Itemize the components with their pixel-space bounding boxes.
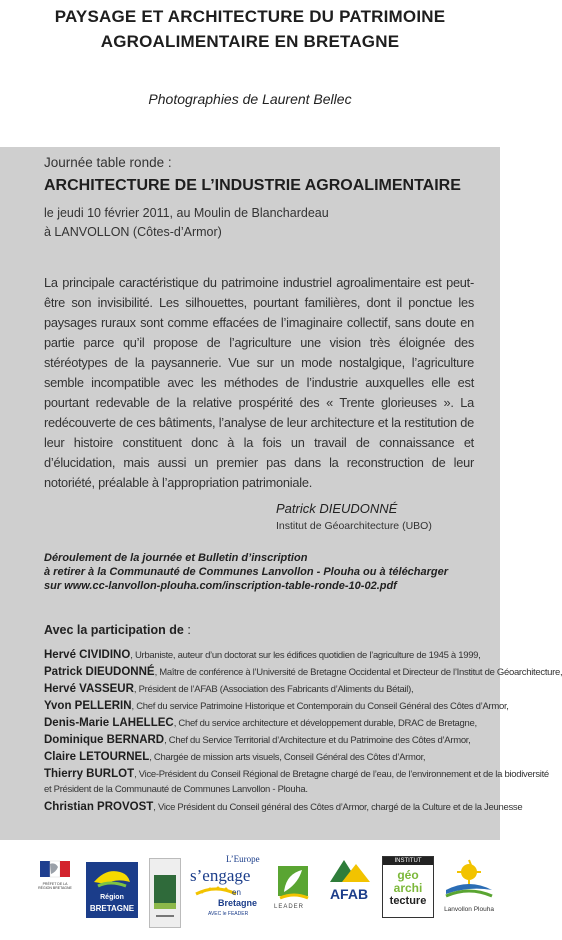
europe-engage-label: s’engage — [190, 866, 251, 885]
program-link[interactable]: sur www.cc-lanvollon-plouha.com/inscription-table-ronde-10-02.pdf — [44, 580, 397, 592]
lanvollon-plouha-logo — [440, 856, 498, 928]
participant-name: Claire LETOURNEL — [44, 751, 150, 763]
event-title: ARCHITECTURE DE L’INDUSTRIE AGROALIMENTAIRE — [44, 177, 461, 194]
participant-item — [44, 698, 509, 715]
signature-institution: Institut de Géoarchitecture (UBO) — [276, 520, 432, 532]
event-date-place — [44, 204, 474, 242]
geoarchitecture-logo — [382, 856, 434, 918]
participant-item — [44, 664, 562, 681]
afab-logo — [324, 856, 374, 920]
tecture-label: tecture — [389, 895, 427, 907]
event-intro: Journée table ronde : — [44, 155, 172, 170]
geo-label: géo — [397, 868, 419, 882]
participant-name: Dominique BERNARD — [44, 734, 165, 746]
participant-role: , Chef du service architecture et développement durable, DRAC de Bretagne, — [173, 718, 477, 729]
photographer-credit: Photographies de Laurent Bellec — [148, 91, 352, 107]
participation-heading-text: Avec la participation de — [44, 623, 184, 637]
program-line-1: Déroulement de la journée et Bulletin d’inscription — [44, 552, 308, 564]
afab-emblem-icon — [324, 856, 374, 886]
participant-name: Hervé CIVIDINO — [44, 649, 131, 661]
participant-item-continued — [44, 783, 484, 796]
participant-name: Christian PROVOST — [44, 801, 154, 813]
participant-name: Thierry BURLOT — [44, 768, 135, 780]
archi-label: archi — [393, 881, 423, 895]
participant-name: Patrick DIEUDONNÉ — [44, 666, 155, 678]
participant-item — [44, 799, 523, 816]
participant-role: , Vice-Président du Conseil Régional de Bretagne chargé de l’eau, de l’environnement et de la biodiversité — [134, 769, 549, 780]
participant-item — [44, 715, 484, 732]
participant-item — [44, 647, 484, 664]
participant-role: , Vice Président du Conseil général des Côtes d’Armor, chargé de la Culture et de la Jeunesse — [153, 802, 523, 813]
document-title — [0, 4, 500, 54]
afab-label: AFAB — [329, 886, 369, 902]
partner-logos — [0, 848, 500, 940]
participation-colon: : — [183, 623, 191, 637]
participant-role: , Chef du Service Territorial d’Architecture et du Patrimoine des Côtes d’Armor, — [164, 735, 471, 746]
participant-name: Yvon PELLERIN — [44, 700, 132, 712]
europe-en-label: en — [232, 888, 241, 897]
participant-role: , Urbaniste, auteur d’un doctorat sur les édifices quotidien de l’agriculture de 1945 à 1999, — [130, 650, 481, 661]
europe-top-label: L’Europe — [226, 854, 260, 864]
participant-role: , Maître de conférence à l’Université de Bretagne Occidental et Directeur de l’Institut de Géoarchitecture, — [154, 667, 562, 678]
conseil-general-logo — [149, 858, 181, 928]
lanvollon-emblem-icon — [440, 856, 498, 906]
prefet-text: PRÉFET DE LA RÉGION BRETAGNE — [38, 882, 72, 890]
institut-label: INSTITUT — [383, 857, 433, 865]
feader-label: AVEC le FEADER — [208, 911, 249, 917]
region-bretagne-logo — [86, 862, 138, 918]
participant-name: Denis-Marie LAHELLEC — [44, 717, 174, 729]
region-label: Région — [100, 894, 124, 901]
participant-role: , Président de l’AFAB (Association des Fabricants d’Aliments du Bétail), — [133, 684, 414, 695]
title-line-1: PAYSAGE ET ARCHITECTURE DU PATRIMOINE — [54, 7, 446, 26]
bretagne-label: BRETAGNE — [89, 904, 135, 913]
participant-role: , Chargée de mission arts visuels, Conseil Général des Côtes d’Armor, — [149, 752, 426, 763]
participant-item — [44, 681, 484, 698]
lanvollon-label: Lanvollon Plouha — [444, 906, 494, 913]
region-emblem-icon — [86, 862, 138, 892]
leader-emblem-icon — [270, 858, 316, 904]
europe-bretagne-label: Bretagne — [218, 898, 258, 908]
participant-role: , Chef du service Patrimoine Historique et Contemporain du Conseil Général des Côtes d’Armor, — [131, 701, 509, 712]
leader-label: LEADER — [274, 904, 305, 910]
body-text: La principale caractéristique du patrimoine industriel agroalimentaire est peut-être son invisibilité. Les silhouettes, pourtant familières, dont il ponctue les paysages ruraux sont comme effacées de l’imaginaire collectif, sans doute en partie parce qu’il propose de l’agriculture une vision très éloignée des stéréotypes de la paysannerie. Vue sur un mode nostalgique, l’agriculture semble incompatible avec les méthodes de l’industrie auxquelles elle est pourtant redevable de la relative prospérité des « Trente glorieuses ». La redécouverte de ces bâtiments, l’analyse de leur architecture et la restitution de leur histoire constituent donc à la fois un travail de connaissance et d’élucidation, mais aussi un premier pas dans la reconstruction de leur notoriété, préalable à l’appropriation patrimoniale. — [44, 275, 474, 490]
participant-item — [44, 766, 549, 783]
program-info — [44, 551, 474, 593]
europe-logo — [188, 854, 260, 928]
event-date: le jeudi 10 février 2011, au Moulin de Blanchardeau — [44, 206, 329, 220]
participation-heading — [44, 623, 474, 637]
participant-role: et Président de la Communauté de Communes Lanvollon - Plouha. — [44, 784, 308, 795]
leader-logo — [270, 858, 316, 918]
signature-name: Patrick DIEUDONNÉ — [276, 501, 398, 516]
participant-item — [44, 732, 484, 749]
participant-item — [44, 749, 484, 766]
participant-name: Hervé VASSEUR — [44, 683, 134, 695]
content-panel — [0, 147, 562, 840]
event-place: à LANVOLLON (Côtes-d’Armor) — [44, 225, 222, 239]
participant-list — [44, 647, 562, 816]
cotes-armor-icon — [150, 859, 180, 927]
title-line-2: AGROALIMENTAIRE EN BRETAGNE — [100, 32, 400, 51]
program-line-2: à retirer à la Communauté de Communes Lanvollon - Plouha ou à télécharger — [44, 566, 449, 578]
prefet-logo — [36, 858, 74, 908]
